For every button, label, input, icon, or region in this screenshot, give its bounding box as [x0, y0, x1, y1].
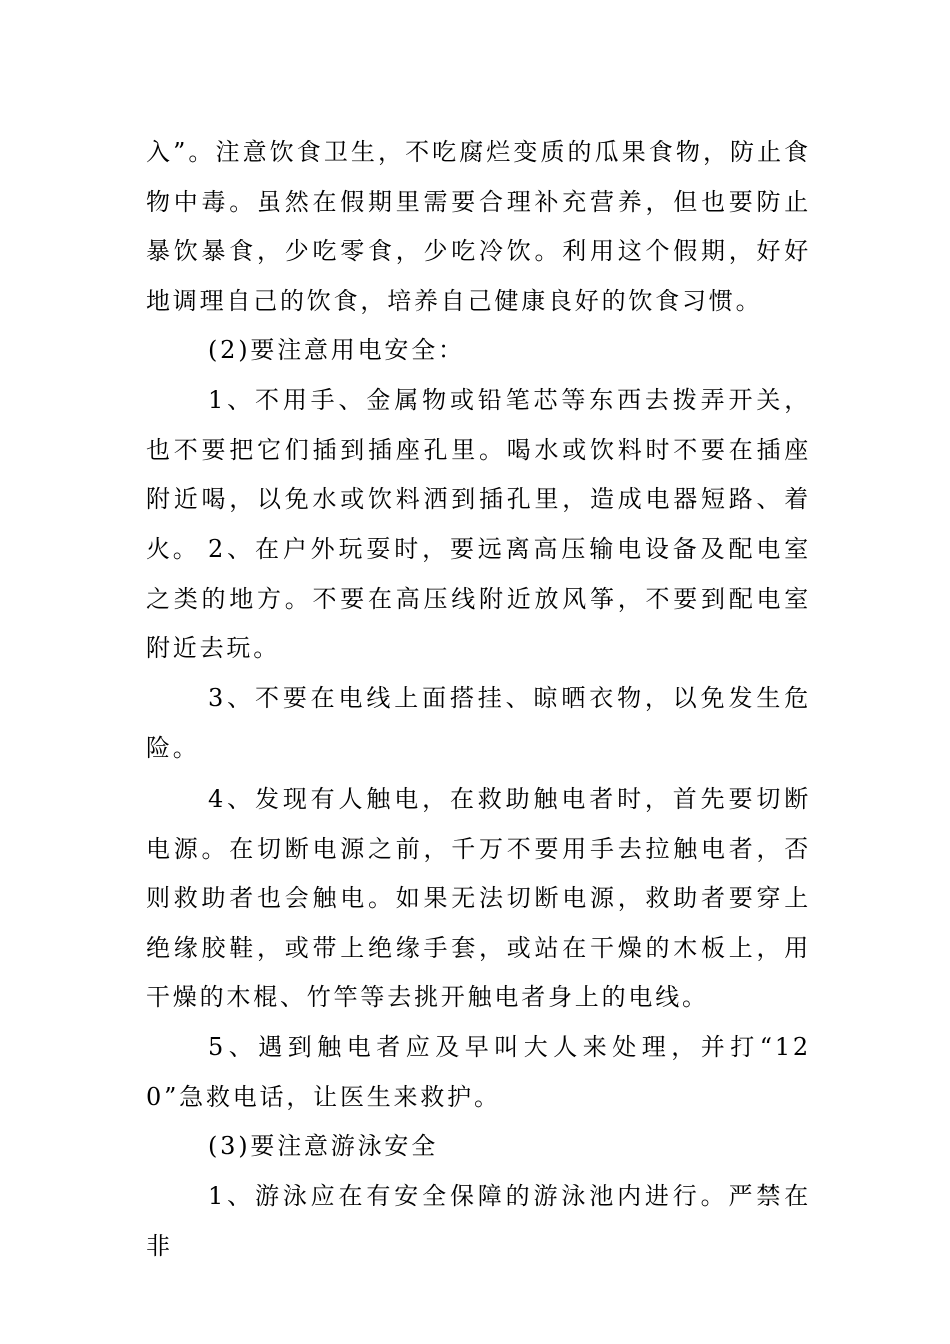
paragraph-electricity-item-5: 5、遇到触电者应及早叫大人来处理，并打“120”急救电话，让医生来救护。: [146, 1033, 811, 1111]
heading-electricity-safety: (2)要注意用电安全：: [208, 336, 465, 364]
paragraph-swimming-item-1: 1、游泳应在有安全保障的游泳池内进行。严禁在非: [146, 1182, 811, 1260]
paragraph-electricity-item-1: 1、不用手、金属物或铅笔芯等东西去拨弄开关，也不要把它们插到插座孔里。喝水或饮料时不要在插座附近喝，以免水或饮料洒到插孔里，造成电器短路、着火。: [146, 386, 811, 563]
paragraph-electricity-item-2: 2、在户外玩耍时，要远离高压输电设备及配电室之类的地方。不要在高压线附近放风筝，不要到配电室附近去玩。: [146, 535, 811, 662]
paragraph-electricity-item-4: 4、发现有人触电，在救助触电者时，首先要切断电源。在切断电源之前，千万不要用手去拉触电者，否则救助者也会触电。如果无法切断电源，救助者要穿上绝缘胶鞋，或带上绝缘手套，或站在干燥的木板上，用干燥的木棍、竹竿等去挑开触电者身上的电线。: [146, 785, 811, 1011]
paragraph-food-safety: 入”。注意饮食卫生，不吃腐烂变质的瓜果食物，防止食物中毒。虽然在假期里需要合理补充营养，但也要防止暴饮暴食，少吃零食，少吃冷饮。利用这个假期，好好地调理自己的饮食，培养自己健康良好的饮食习惯。: [146, 138, 811, 315]
paragraph-electricity-item-3: 3、不要在电线上面搭挂、晾晒衣物，以免发生危险。: [146, 684, 811, 762]
heading-swimming-safety: (3)要注意游泳安全: [208, 1132, 438, 1160]
